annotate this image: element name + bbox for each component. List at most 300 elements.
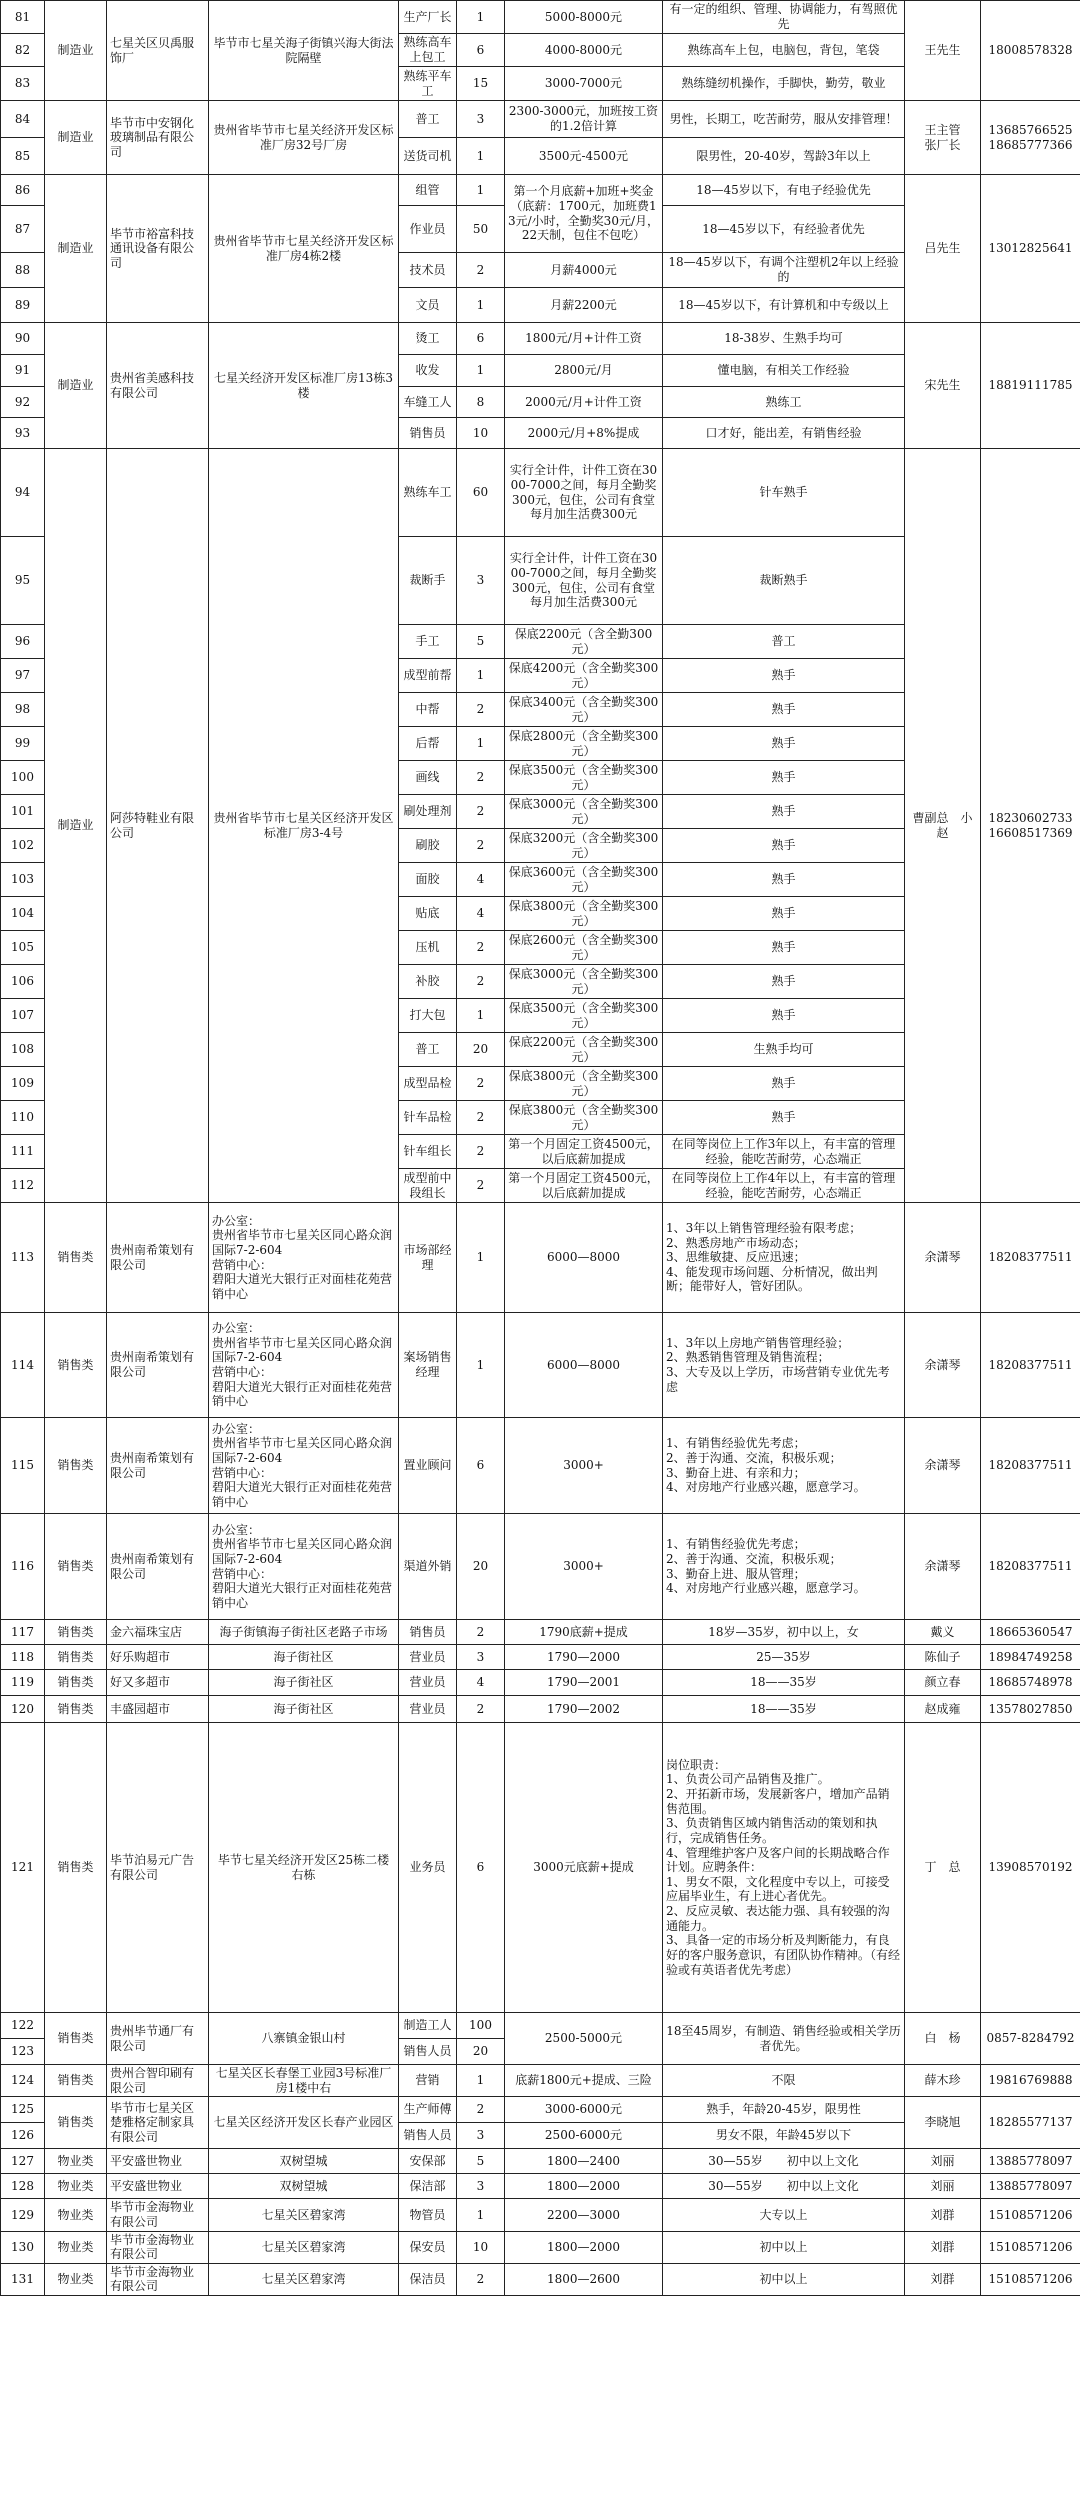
cell-addr: 八寨镇金银山村 <box>209 2013 399 2065</box>
cell-contact: 吕先生 <box>905 175 981 323</box>
cell-req: 熟手 <box>663 727 905 761</box>
cell-co: 贵州毕节通厂有限公司 <box>107 2013 209 2065</box>
cell-contact: 李晓旭 <box>905 2097 981 2149</box>
cell-num: 6 <box>457 1723 505 2013</box>
cell-num: 10 <box>457 418 505 449</box>
cell-pay: 1800元/月+计件工资 <box>505 323 663 355</box>
cell-contact: 陈仙子 <box>905 1645 981 1670</box>
cell-co: 贵州南希策划有限公司 <box>107 1418 209 1514</box>
cell-num: 1 <box>457 2065 505 2097</box>
cell-num: 6 <box>457 34 505 67</box>
cell-no: 116 <box>1 1514 45 1620</box>
cell-no: 83 <box>1 67 45 101</box>
cell-num: 3 <box>457 101 505 138</box>
cell-ind: 销售类 <box>45 2065 107 2097</box>
cell-num: 15 <box>457 67 505 101</box>
cell-co: 毕节市七星关区楚雅格定制家具有限公司 <box>107 2097 209 2149</box>
cell-pos: 销售人员 <box>399 2123 457 2149</box>
cell-no: 131 <box>1 2263 45 2295</box>
table-row <box>1 449 1080 537</box>
cell-contact: 刘丽 <box>905 2174 981 2199</box>
cell-contact: 薛木珍 <box>905 2065 981 2097</box>
cell-pay: 保底2600元（含全勤奖300元） <box>505 931 663 965</box>
cell-addr: 海子街社区 <box>209 1696 399 1723</box>
cell-contact: 王主管 张厂长 <box>905 101 981 175</box>
cell-no: 84 <box>1 101 45 138</box>
cell-no: 103 <box>1 863 45 897</box>
cell-addr: 双树望城 <box>209 2174 399 2199</box>
cell-req: 生熟手均可 <box>663 1033 905 1067</box>
cell-addr: 贵州省毕节市七星关经济开发区标准厂房32号厂房 <box>209 101 399 175</box>
cell-num: 2 <box>457 1135 505 1169</box>
cell-num: 2 <box>457 931 505 965</box>
table-row <box>1 101 1080 138</box>
cell-req: 熟手 <box>663 693 905 727</box>
table-row <box>1 1313 1080 1418</box>
cell-no: 122 <box>1 2013 45 2039</box>
cell-req: 熟手，年龄20-45岁，限男性 <box>663 2097 905 2123</box>
cell-pay: 3000+ <box>505 1514 663 1620</box>
cell-pay: 2500-6000元 <box>505 2123 663 2149</box>
cell-num: 1 <box>457 355 505 387</box>
cell-num: 3 <box>457 2174 505 2199</box>
cell-num: 2 <box>457 829 505 863</box>
cell-num: 4 <box>457 863 505 897</box>
cell-req: 熟手 <box>663 829 905 863</box>
cell-co: 平安盛世物业 <box>107 2174 209 2199</box>
cell-pos: 熟练高车上包工 <box>399 34 457 67</box>
cell-addr: 办公室： 贵州省毕节市七星关区同心路众润国际7-2-604 营销中心： 碧阳大道光大银行正对面桂花苑营销中心 <box>209 1313 399 1418</box>
cell-no: 100 <box>1 761 45 795</box>
cell-pay: 1790底薪+提成 <box>505 1620 663 1645</box>
cell-pay: 1800—2600 <box>505 2263 663 2295</box>
cell-pay: 2000元/月+8%提成 <box>505 418 663 449</box>
cell-num: 5 <box>457 2149 505 2174</box>
cell-contact: 王先生 <box>905 1 981 101</box>
cell-contact: 余潇琴 <box>905 1514 981 1620</box>
cell-pos: 物管员 <box>399 2199 457 2231</box>
cell-co: 毕节市中安钢化玻璃制品有限公司 <box>107 101 209 175</box>
cell-req: 初中以上 <box>663 2263 905 2295</box>
cell-addr: 毕节七星关经济开发区25栋二楼右栋 <box>209 1723 399 2013</box>
cell-no: 112 <box>1 1169 45 1203</box>
cell-phone: 13885778097 <box>981 2149 1080 2174</box>
cell-req: 有一定的组织、管理、协调能力，有驾照优先 <box>663 1 905 34</box>
cell-contact: 余潇琴 <box>905 1313 981 1418</box>
cell-req: 熟手 <box>663 1067 905 1101</box>
cell-num: 1 <box>457 175 505 206</box>
cell-no: 102 <box>1 829 45 863</box>
cell-no: 115 <box>1 1418 45 1514</box>
cell-addr: 七星关区碧家湾 <box>209 2199 399 2231</box>
cell-addr: 七星关区经济开发区长春产业园区 <box>209 2097 399 2149</box>
cell-co: 七星关区贝禹服饰厂 <box>107 1 209 101</box>
cell-no: 110 <box>1 1101 45 1135</box>
cell-pay: 1790—2000 <box>505 1645 663 1670</box>
cell-num: 1 <box>457 288 505 323</box>
cell-pay: 底薪1800元+提成、三险 <box>505 2065 663 2097</box>
cell-contact: 白 杨 <box>905 2013 981 2065</box>
cell-ind: 物业类 <box>45 2231 107 2263</box>
table-row <box>1 2013 1080 2039</box>
cell-req: 针车熟手 <box>663 449 905 537</box>
cell-pos: 刷处理剂 <box>399 795 457 829</box>
cell-req: 大专以上 <box>663 2199 905 2231</box>
cell-pos: 针车品检 <box>399 1101 457 1135</box>
cell-pay: 保底2200元（含全勤奖300元） <box>505 1033 663 1067</box>
cell-no: 96 <box>1 625 45 659</box>
cell-req: 熟手 <box>663 795 905 829</box>
cell-no: 92 <box>1 387 45 418</box>
cell-co: 毕节泊易元广告有限公司 <box>107 1723 209 2013</box>
cell-req: 熟手 <box>663 931 905 965</box>
cell-ind: 销售类 <box>45 1696 107 1723</box>
cell-pay: 2000元/月+计件工资 <box>505 387 663 418</box>
table-row <box>1 1620 1080 1645</box>
cell-co: 平安盛世物业 <box>107 2149 209 2174</box>
cell-pos: 保洁部 <box>399 2174 457 2199</box>
cell-co: 金六福珠宝店 <box>107 1620 209 1645</box>
cell-contact: 丁 总 <box>905 1723 981 2013</box>
cell-pay: 1800—2000 <box>505 2174 663 2199</box>
cell-pay: 第一个月固定工资4500元，以后底薪加提成 <box>505 1169 663 1203</box>
table-row <box>1 1203 1080 1313</box>
cell-ind: 销售类 <box>45 1203 107 1313</box>
cell-no: 129 <box>1 2199 45 2231</box>
cell-num: 1 <box>457 999 505 1033</box>
cell-req: 18-38岁、生熟手均可 <box>663 323 905 355</box>
cell-ind: 物业类 <box>45 2263 107 2295</box>
cell-num: 2 <box>457 761 505 795</box>
cell-phone: 18819111785 <box>981 323 1080 449</box>
cell-no: 130 <box>1 2231 45 2263</box>
cell-req: 熟练工 <box>663 387 905 418</box>
cell-addr: 双树望城 <box>209 2149 399 2174</box>
cell-pos: 营销 <box>399 2065 457 2097</box>
cell-num: 4 <box>457 897 505 931</box>
cell-no: 121 <box>1 1723 45 2013</box>
table-row <box>1 2174 1080 2199</box>
cell-ind: 销售类 <box>45 1313 107 1418</box>
cell-contact: 戴义 <box>905 1620 981 1645</box>
cell-req: 18—45岁以下，有计算机和中专级以上 <box>663 288 905 323</box>
cell-num: 6 <box>457 323 505 355</box>
cell-no: 91 <box>1 355 45 387</box>
cell-addr: 贵州省毕节市七星关区经济开发区标准厂房3-4号 <box>209 449 399 1203</box>
cell-pos: 制造工人 <box>399 2013 457 2039</box>
cell-num: 3 <box>457 1645 505 1670</box>
cell-req: 普工 <box>663 625 905 659</box>
cell-pos: 成型前中段组长 <box>399 1169 457 1203</box>
cell-phone: 18008578328 <box>981 1 1080 101</box>
cell-no: 82 <box>1 34 45 67</box>
cell-no: 126 <box>1 2123 45 2149</box>
cell-pay: 月薪4000元 <box>505 253 663 288</box>
cell-pay: 保底3000元（含全勤奖300元） <box>505 965 663 999</box>
cell-co: 贵州合智印刷有限公司 <box>107 2065 209 2097</box>
cell-co: 贵州南希策划有限公司 <box>107 1313 209 1418</box>
cell-no: 113 <box>1 1203 45 1313</box>
cell-addr: 办公室： 贵州省毕节市七星关区同心路众润国际7-2-604 营销中心： 碧阳大道光大银行正对面桂花苑营销中心 <box>209 1514 399 1620</box>
cell-no: 98 <box>1 693 45 727</box>
cell-pay: 保底3800元（含全勤奖300元） <box>505 897 663 931</box>
cell-co: 毕节市裕富科技通讯设备有限公司 <box>107 175 209 323</box>
table-row <box>1 1670 1080 1696</box>
cell-num: 1 <box>457 2199 505 2231</box>
cell-co: 好又多超市 <box>107 1670 209 1696</box>
cell-no: 87 <box>1 206 45 253</box>
cell-num: 20 <box>457 1514 505 1620</box>
cell-num: 1 <box>457 1203 505 1313</box>
cell-num: 8 <box>457 387 505 418</box>
table-row <box>1 1418 1080 1514</box>
cell-pay: 3000+ <box>505 1418 663 1514</box>
cell-pos: 生产厂长 <box>399 1 457 34</box>
cell-no: 85 <box>1 138 45 175</box>
cell-pay: 4000-8000元 <box>505 34 663 67</box>
cell-no: 106 <box>1 965 45 999</box>
cell-num: 60 <box>457 449 505 537</box>
cell-req: 在同等岗位上工作3年以上，有丰富的管理经验，能吃苦耐劳，心态端正 <box>663 1135 905 1169</box>
cell-pay: 保底3400元（含全勤奖300元） <box>505 693 663 727</box>
cell-ind: 制造业 <box>45 323 107 449</box>
cell-no: 123 <box>1 2039 45 2065</box>
cell-co: 丰盛园超市 <box>107 1696 209 1723</box>
cell-num: 2 <box>457 1067 505 1101</box>
cell-req: 熟手 <box>663 965 905 999</box>
cell-num: 2 <box>457 2263 505 2295</box>
cell-num: 6 <box>457 1418 505 1514</box>
cell-phone: 18285577137 <box>981 2097 1080 2149</box>
cell-pos: 营业员 <box>399 1696 457 1723</box>
cell-pos: 组管 <box>399 175 457 206</box>
cell-pos: 补胶 <box>399 965 457 999</box>
cell-req: 18—45岁以下，有经验者优先 <box>663 206 905 253</box>
table-row <box>1 323 1080 355</box>
cell-contact: 余潇琴 <box>905 1203 981 1313</box>
cell-pos: 安保部 <box>399 2149 457 2174</box>
cell-ind: 物业类 <box>45 2174 107 2199</box>
cell-no: 93 <box>1 418 45 449</box>
cell-req: 熟手 <box>663 897 905 931</box>
cell-no: 94 <box>1 449 45 537</box>
cell-num: 1 <box>457 1 505 34</box>
cell-contact: 刘群 <box>905 2263 981 2295</box>
table-row <box>1 2199 1080 2231</box>
cell-pos: 针车组长 <box>399 1135 457 1169</box>
cell-num: 100 <box>457 2013 505 2039</box>
cell-no: 88 <box>1 253 45 288</box>
cell-num: 3 <box>457 537 505 625</box>
cell-contact: 宋先生 <box>905 323 981 449</box>
cell-pay: 1800—2000 <box>505 2231 663 2263</box>
cell-phone: 13685766525 18685777366 <box>981 101 1080 175</box>
cell-pay: 2200—3000 <box>505 2199 663 2231</box>
cell-ind: 制造业 <box>45 101 107 175</box>
cell-req: 在同等岗位上工作4年以上，有丰富的管理经验，能吃苦耐劳，心态端正 <box>663 1169 905 1203</box>
cell-num: 50 <box>457 206 505 253</box>
cell-contact: 赵成雍 <box>905 1696 981 1723</box>
cell-req: 熟手 <box>663 863 905 897</box>
cell-addr: 七星关经济开发区标准厂房13栋3楼 <box>209 323 399 449</box>
cell-co: 毕节市金海物业有限公司 <box>107 2263 209 2295</box>
cell-pos: 车缝工人 <box>399 387 457 418</box>
cell-ind: 制造业 <box>45 449 107 1203</box>
cell-pos: 销售员 <box>399 418 457 449</box>
cell-num: 4 <box>457 1670 505 1696</box>
cell-pay: 1790—2001 <box>505 1670 663 1696</box>
cell-pos: 收发 <box>399 355 457 387</box>
cell-pay: 保底2800元（含全勤奖300元） <box>505 727 663 761</box>
table-row <box>1 2231 1080 2263</box>
cell-phone: 18984749258 <box>981 1645 1080 1670</box>
cell-req: 30—55岁 初中以上文化 <box>663 2149 905 2174</box>
cell-no: 101 <box>1 795 45 829</box>
cell-pos: 贴底 <box>399 897 457 931</box>
cell-pos: 后帮 <box>399 727 457 761</box>
cell-phone: 15108571206 <box>981 2231 1080 2263</box>
cell-pay: 保底3800元（含全勤奖300元） <box>505 1067 663 1101</box>
table-row <box>1 1645 1080 1670</box>
cell-ind: 销售类 <box>45 1645 107 1670</box>
cell-pos: 生产师傅 <box>399 2097 457 2123</box>
cell-contact: 刘群 <box>905 2199 981 2231</box>
cell-ind: 制造业 <box>45 175 107 323</box>
cell-contact: 刘群 <box>905 2231 981 2263</box>
cell-no: 107 <box>1 999 45 1033</box>
cell-phone: 19816769888 <box>981 2065 1080 2097</box>
cell-co: 毕节市金海物业有限公司 <box>107 2231 209 2263</box>
cell-phone: 18208377511 <box>981 1514 1080 1620</box>
cell-no: 95 <box>1 537 45 625</box>
cell-pos: 作业员 <box>399 206 457 253</box>
cell-addr: 海子街社区 <box>209 1670 399 1696</box>
cell-num: 2 <box>457 2097 505 2123</box>
table-row <box>1 1 1080 34</box>
cell-req: 18—45岁以下，有调个注塑机2年以上经验的 <box>663 253 905 288</box>
cell-pay: 3000-7000元 <box>505 67 663 101</box>
cell-num: 1 <box>457 727 505 761</box>
cell-ind: 物业类 <box>45 2149 107 2174</box>
cell-addr: 海子街社区 <box>209 1645 399 1670</box>
table-row <box>1 2097 1080 2123</box>
cell-num: 1 <box>457 659 505 693</box>
cell-pay: 2500-5000元 <box>505 2013 663 2065</box>
cell-no: 97 <box>1 659 45 693</box>
cell-num: 2 <box>457 1696 505 1723</box>
cell-co: 贵州南希策划有限公司 <box>107 1203 209 1313</box>
cell-ind: 销售类 <box>45 1514 107 1620</box>
cell-ind: 销售类 <box>45 1723 107 2013</box>
cell-req: 18岁—35岁，初中以上，女 <box>663 1620 905 1645</box>
cell-no: 89 <box>1 288 45 323</box>
cell-no: 90 <box>1 323 45 355</box>
cell-pos: 保安员 <box>399 2231 457 2263</box>
cell-addr: 海子街镇海子街社区老路子市场 <box>209 1620 399 1645</box>
cell-phone: 18665360547 <box>981 1620 1080 1645</box>
cell-pos: 普工 <box>399 101 457 138</box>
cell-pay: 3000元底薪+提成 <box>505 1723 663 2013</box>
cell-pay: 第一个月底薪+加班+奖金（底薪：1700元，加班费13元/小时，全勤奖30元/月，22天制，包住不包吃） <box>505 175 663 253</box>
cell-pay: 保底3500元（含全勤奖300元） <box>505 999 663 1033</box>
cell-num: 2 <box>457 1101 505 1135</box>
cell-req: 熟手 <box>663 761 905 795</box>
cell-addr: 办公室： 贵州省毕节市七星关区同心路众润国际7-2-604 营销中心： 碧阳大道光大银行正对面桂花苑营销中心 <box>209 1203 399 1313</box>
cell-pos: 中帮 <box>399 693 457 727</box>
cell-num: 2 <box>457 693 505 727</box>
cell-req: 18——35岁 <box>663 1696 905 1723</box>
cell-num: 20 <box>457 1033 505 1067</box>
cell-ind: 销售类 <box>45 1620 107 1645</box>
cell-req: 熟手 <box>663 999 905 1033</box>
cell-phone: 13908570192 <box>981 1723 1080 2013</box>
cell-pos: 刷胶 <box>399 829 457 863</box>
cell-req: 1、有销售经验优先考虑； 2、善于沟通、交流，积极乐观； 3、勤奋上进、服从管理； 4、对房地产行业感兴趣，愿意学习。 <box>663 1514 905 1620</box>
cell-pay: 保底3600元（含全勤奖300元） <box>505 863 663 897</box>
cell-phone: 13012825641 <box>981 175 1080 323</box>
cell-num: 2 <box>457 965 505 999</box>
cell-pos: 渠道外销 <box>399 1514 457 1620</box>
cell-req: 熟手 <box>663 1101 905 1135</box>
cell-addr: 办公室： 贵州省毕节市七星关区同心路众润国际7-2-604 营销中心： 碧阳大道光大银行正对面桂花苑营销中心 <box>209 1418 399 1514</box>
cell-pos: 成型前帮 <box>399 659 457 693</box>
cell-no: 117 <box>1 1620 45 1645</box>
cell-contact: 曹副总 小赵 <box>905 449 981 1203</box>
cell-num: 2 <box>457 795 505 829</box>
cell-addr: 七星关区长春堡工业园3号标准厂房1楼中右 <box>209 2065 399 2097</box>
cell-pay: 6000—8000 <box>505 1313 663 1418</box>
cell-pay: 月薪2200元 <box>505 288 663 323</box>
cell-ind: 物业类 <box>45 2199 107 2231</box>
cell-pay: 1790—2002 <box>505 1696 663 1723</box>
cell-req: 不限 <box>663 2065 905 2097</box>
cell-co: 阿莎特鞋业有限公司 <box>107 449 209 1203</box>
cell-req: 熟练高车上包，电脑包，背包，笔袋 <box>663 34 905 67</box>
cell-no: 109 <box>1 1067 45 1101</box>
cell-pay: 实行全计件，计件工资在3000-7000之间，每月全勤奖300元，包住，公司有食堂每月加生活费300元 <box>505 449 663 537</box>
cell-pay: 保底3800元（含全勤奖300元） <box>505 1101 663 1135</box>
cell-pos: 销售人员 <box>399 2039 457 2065</box>
table-row <box>1 175 1080 206</box>
cell-pos: 营业员 <box>399 1645 457 1670</box>
cell-req: 男性，长期工，吃苦耐劳，服从安排管理！ <box>663 101 905 138</box>
cell-no: 108 <box>1 1033 45 1067</box>
cell-req: 裁断熟手 <box>663 537 905 625</box>
cell-addr: 七星关区碧家湾 <box>209 2263 399 2295</box>
cell-pay: 第一个月固定工资4500元，以后底薪加提成 <box>505 1135 663 1169</box>
cell-num: 5 <box>457 625 505 659</box>
cell-req: 口才好，能出差，有销售经验 <box>663 418 905 449</box>
cell-phone: 18208377511 <box>981 1313 1080 1418</box>
cell-phone: 13885778097 <box>981 2174 1080 2199</box>
cell-co: 贵州南希策划有限公司 <box>107 1514 209 1620</box>
cell-pos: 裁断手 <box>399 537 457 625</box>
cell-pos: 置业顾问 <box>399 1418 457 1514</box>
cell-addr: 七星关区碧家湾 <box>209 2231 399 2263</box>
cell-co: 毕节市金海物业有限公司 <box>107 2199 209 2231</box>
cell-ind: 销售类 <box>45 2013 107 2065</box>
cell-num: 20 <box>457 2039 505 2065</box>
table-row <box>1 1696 1080 1723</box>
cell-req: 初中以上 <box>663 2231 905 2263</box>
cell-no: 127 <box>1 2149 45 2174</box>
cell-phone: 18208377511 <box>981 1418 1080 1514</box>
cell-req: 18——35岁 <box>663 1670 905 1696</box>
cell-req: 岗位职责： 1、负责公司产品销售及推广。 2、开拓新市场，发展新客户，增加产品销售范围。 3、负责销售区域内销售活动的策划和执行，完成销售任务。 4、管理维护客户及客户间的长期战略合作计划。应聘条件： 1、男女不限，文化程度中专以上，可接受应届毕业生，有上进心者优先。 2、反应灵敏、表达能力强、具有较强的沟通能力。 3、具备一定的市场分析及判断能力，有良好的客户服务意识，有团队协作精神。（有经验或有英语者优先考虑） <box>663 1723 905 2013</box>
cell-no: 81 <box>1 1 45 34</box>
cell-pos: 打大包 <box>399 999 457 1033</box>
cell-no: 128 <box>1 2174 45 2199</box>
